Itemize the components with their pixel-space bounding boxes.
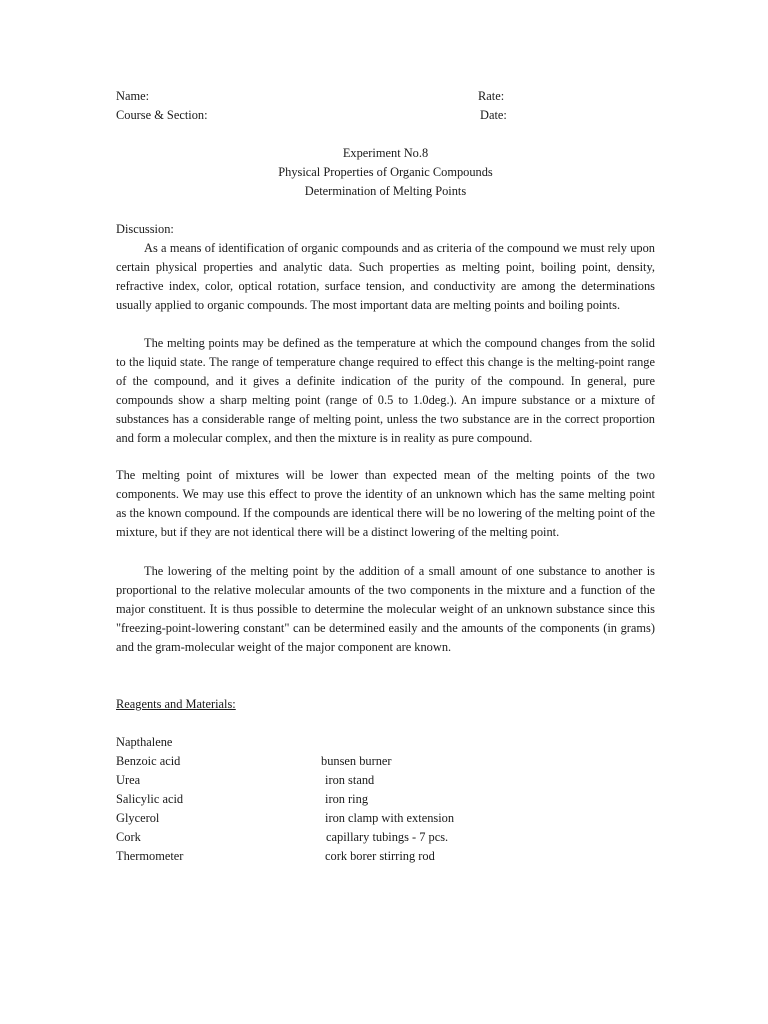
material-item: iron ring xyxy=(325,792,369,806)
discussion-paragraph-2: The melting points may be defined as the temperature at which the compound changes from the solid to the liquid state. The range of temperature change required to effect this change is the melting-point range of the compound, and it gives a definite indication of the purity of the compound. In general, pure compounds show a sharp melting point (range of 0.5 to 1.0deg.). An impure substance or a mixture of substances has a considerable range of melting point, unless the two substance are in the correct proportion and form a molecular complex, and then the mixture is in reality as pure compound. xyxy=(116,336,655,446)
discussion-heading: Discussion: xyxy=(116,222,174,236)
reagents-heading: Reagents and Materials: xyxy=(116,697,236,711)
material-item: capillary tubings - 7 pcs. xyxy=(326,830,449,844)
reagent-item: Cork xyxy=(116,830,141,844)
discussion-paragraph-3: The melting point of mixtures will be lower than expected mean of the melting points of the two components. We may use this effect to prove the identity of an unknown which has the same melting point as the known compound. If the compounds are identical there will be no lowering of the melting point of the mixture, but if they are not identical there will be a distinct lowering of the melting point. xyxy=(116,468,655,540)
experiment-subtitle: Physical Properties of Organic Compounds xyxy=(278,165,493,179)
reagent-item: Salicylic acid xyxy=(116,792,184,806)
material-item: bunsen burner xyxy=(321,754,392,768)
material-item: cork borer stirring rod xyxy=(325,849,435,863)
material-item: iron clamp with extension xyxy=(325,811,455,825)
reagent-item: Napthalene xyxy=(116,735,173,749)
reagent-item: Thermometer xyxy=(116,849,184,863)
date-label: Date: xyxy=(480,108,507,122)
reagent-item: Urea xyxy=(116,773,141,787)
course-section-label: Course & Section: xyxy=(116,108,208,122)
reagent-item: Glycerol xyxy=(116,811,160,825)
name-label: Name: xyxy=(116,89,150,103)
discussion-paragraph-4: The lowering of the melting point by the addition of a small amount of one substance to another is proportional to the relative molecular amounts of the two components in the mixture and a function of the major constituent. It is thus possible to determine the molecular weight of an unknown substance since this "freezing-point-lowering constant" can be determined easily and the amounts of the components (in grams) and the gram-molecular weight of the major component are known. xyxy=(116,564,655,655)
rate-label: Rate: xyxy=(478,89,505,103)
experiment-topic: Determination of Melting Points xyxy=(304,184,467,198)
experiment-number: Experiment No.8 xyxy=(342,146,429,160)
material-item: iron stand xyxy=(325,773,375,787)
reagent-item: Benzoic acid xyxy=(116,754,181,768)
discussion-paragraph-1: As a means of identification of organic compounds and as criteria of the compound we must rely upon certain physical properties and analytic data. Such properties as melting point, boiling point, density, refractive index, color, optical rotation, surface tension, and conductivity are among the determinations usually applied to organic compounds. The most important data are melting points and boiling points. xyxy=(116,241,655,313)
